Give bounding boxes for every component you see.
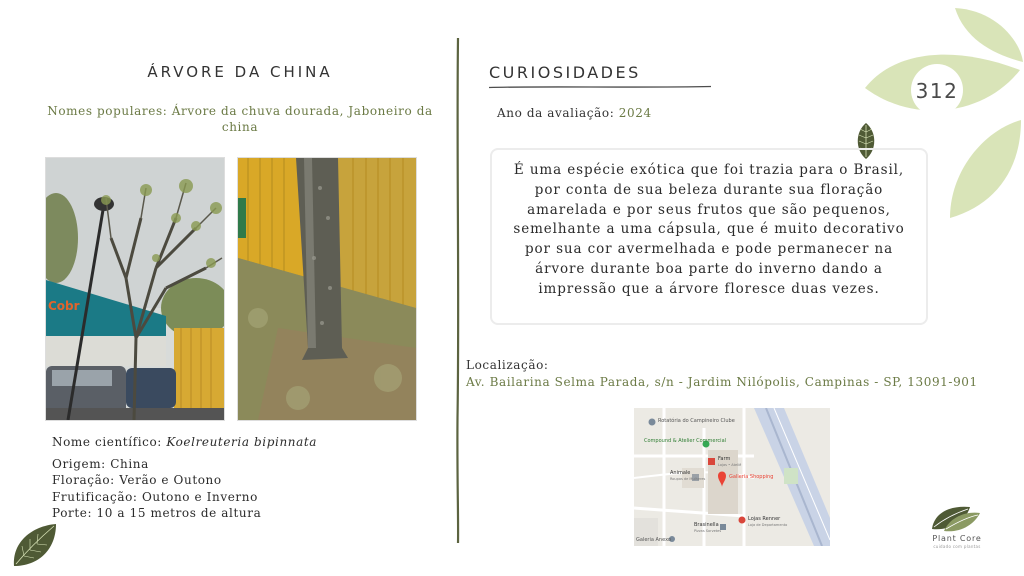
evaluation-year-label: Ano da avaliação: xyxy=(497,106,615,120)
curiosities-title: CURIOSIDADES xyxy=(489,63,641,82)
plant-number-badge: 312 xyxy=(915,79,959,103)
corner-leaf-icon xyxy=(10,522,60,570)
map-label-compound: Compound & Atelier Commercial xyxy=(644,438,727,444)
location-map[interactable] xyxy=(634,408,830,546)
curiosities-card: É uma espécie exótica que foi trazia para o Brasil, por conta de sua beleza durante sua floração amarelada e por seus frutos que são pequenos, semelhante a uma cápsula, que é muito decorativo por sua cor avermelhada e pode permanecer na árvore durante boa parte do inverno dando a impressão que a árvore floresce duas vezes. xyxy=(490,148,928,325)
evaluation-year xyxy=(497,106,652,120)
scientific-name-label: Nome científico: xyxy=(52,435,162,449)
fruiting-row: Frutificação: Outono e Inverno xyxy=(52,489,258,504)
map-label-bottom-left: Galeria Anexo xyxy=(636,537,671,543)
location-address[interactable]: Av. Bailarina Selma Parada, s/n - Jardim Nilópolis, Campinas - SP, 13091-901 xyxy=(466,375,978,389)
origin-row: Origem: China xyxy=(52,456,149,471)
plant-core-logo-icon xyxy=(930,503,982,533)
scientific-name-row xyxy=(52,434,317,451)
tree-trunk-photo xyxy=(237,157,417,421)
brand-tagline: cuidado com plantas xyxy=(933,544,981,549)
map-label-top-left: Rotatória do Campineiro Clube xyxy=(658,418,735,424)
size-row: Porte: 10 a 15 metros de altura xyxy=(52,506,262,520)
curiosities-underline xyxy=(489,85,711,89)
map-label-farm: Farm xyxy=(718,456,731,462)
evaluation-year-value: 2024 xyxy=(618,106,652,120)
scientific-name-value: Koelreuteria bipinnata xyxy=(166,435,318,449)
species-title: ÁRVORE DA CHINA xyxy=(147,63,333,81)
map-label-galleria: Galleria Shopping xyxy=(729,474,774,480)
flowering-row: Floração: Verão e Outono xyxy=(52,473,222,487)
species-details xyxy=(52,434,317,522)
map-label-brasinella-sub: Pizzas Sorvetes xyxy=(694,529,722,533)
map-label-farm-sub: Lojas • Ateliê xyxy=(718,463,742,467)
map-label-animale: Animale xyxy=(670,470,691,476)
section-divider xyxy=(455,38,461,543)
location-label: Localização: xyxy=(466,358,549,372)
map-label-lojas: Lojas Renner xyxy=(748,516,781,522)
map-label-lojas-sub: Loja de Departamento xyxy=(748,523,788,527)
map-label-animale-sub: Roupas de Mulheres xyxy=(670,477,706,481)
brand-name: Plant Core xyxy=(932,534,982,543)
popular-names: Nomes populares: Árvore da chuva dourada, Jaboneiro da china xyxy=(47,104,433,134)
svg-text:Cobr: Cobr xyxy=(48,299,80,313)
map-label-brasinella: Brasinella xyxy=(694,522,719,528)
tree-street-photo xyxy=(45,157,225,421)
